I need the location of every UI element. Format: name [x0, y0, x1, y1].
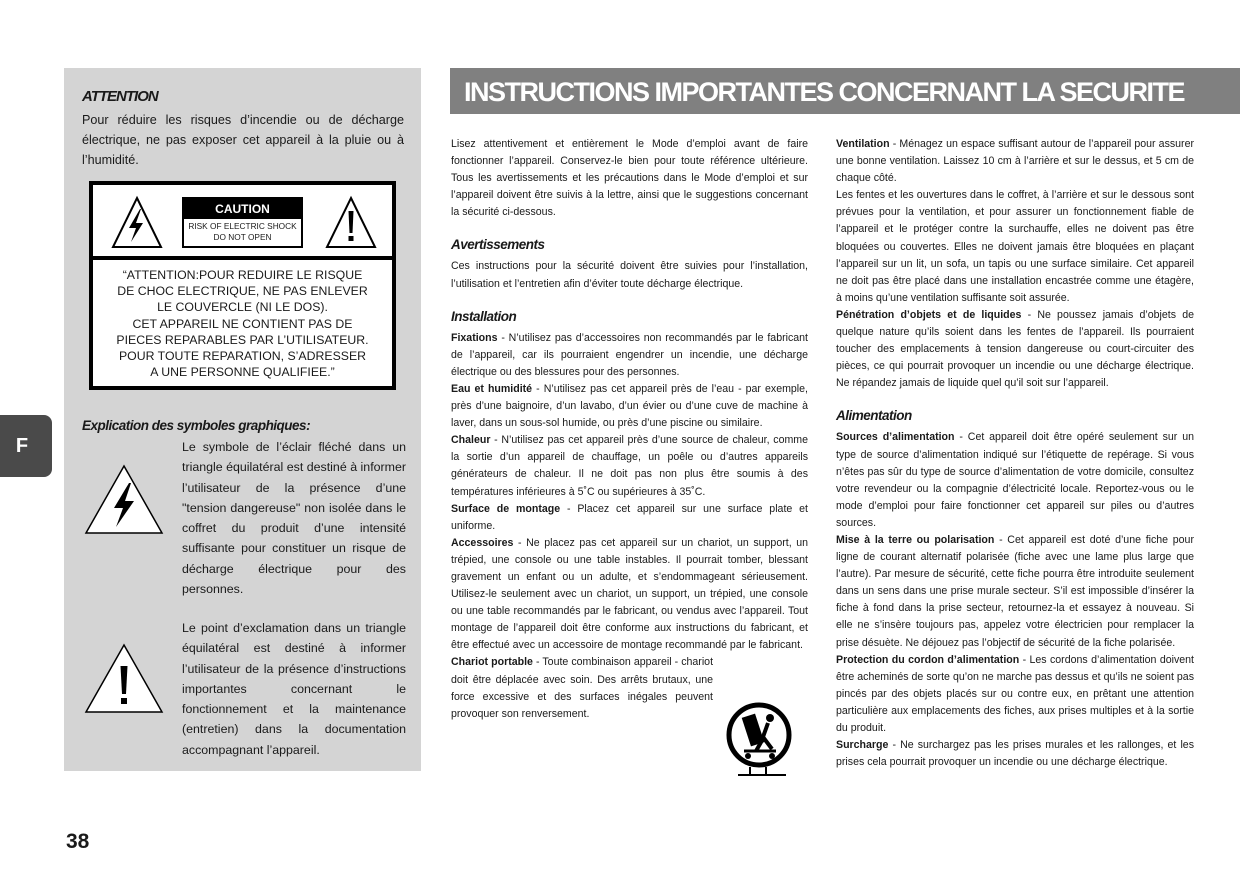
- mounting-title: Surface de montage: [451, 502, 561, 515]
- accessories-text: - Ne placez pas cet appareil sur un chariot, un support, un trépied, une console ou une table instables. Il pourrait tomber, blessant gravement un enfant ou un adulte, et s’endommageant sérieusement. Utilisez-le seulement avec un chariot, un support, un trépied, une console ou une table recommandés par le fabricant, ou vendus avec l’appareil. Tout montage de l’appareil doit être conforme aux instructions du fabricant, et être effectué avec un accessoire de montage recommandé par le fabricant.: [451, 536, 808, 652]
- heat-text: - N’utilisez pas cet appareil près d’une source de chaleur, comme la sortie d’un appareil de chauffage, un poêle ou d’autres appareils générateurs de chaleur. Il ne doit pas non plus être soumis à des températures inférieures à 5˚C ou supérieures à 35˚C.: [451, 434, 808, 498]
- caution-body-line: “ATTENTION:POUR REDUIRE LE RISQUE: [122, 268, 363, 282]
- language-tab: F: [0, 415, 52, 477]
- caution-subtext: [184, 219, 301, 246]
- caution-body-line: A UNE PERSONNE QUALIFIEE.”: [150, 365, 335, 380]
- caution-label: [182, 197, 303, 248]
- power-heading: Alimentation: [836, 408, 912, 424]
- title-bar: [450, 68, 1240, 114]
- caution-body-line: PIECES REPARABLES PAR L’UTILISATEUR.: [116, 332, 369, 347]
- cart-title: Chariot portable: [451, 656, 533, 669]
- column-1: [451, 136, 808, 723]
- attention-heading: ATTENTION: [82, 88, 158, 105]
- power-source-paragraph: [836, 429, 1194, 532]
- overload-title: Surcharge: [836, 739, 889, 752]
- ventilation-paragraph-2: Les fentes et les ouvertures dans le coffret, à l’arrière et sur le dessous sont prévues pour la ventilation, et pour assurer un fonctionnement fiable de l’appareil et le protéger contre la surchauffe, elles ne doivent pas être bloquées ou couvertes. Elles ne doivent jamais être bloquées en plaçant l’appareil sur un lit, un sofa, un tapis ou une surface similaire. Cet appareil ne doit pas être placé dans une installation encastrée comme une étagère, à moins qu’une ventilation suffisante soit assurée.: [836, 189, 1194, 304]
- page-title: INSTRUCTIONS IMPORTANTES CONCERNANT LA SECURITE: [464, 77, 1185, 107]
- heat-paragraph: [451, 432, 808, 500]
- warnings-heading: Avertissements: [451, 237, 545, 253]
- fixations-paragraph: [451, 330, 808, 381]
- attention-panel: [64, 68, 421, 771]
- page-number: 38: [66, 830, 90, 853]
- ventilation-paragraph: [836, 136, 1194, 187]
- cart-text: - Toute combinaison appareil - chariot doit être déplacée avec soin. Des arrêts brutaux, une force excessive et des surfaces inégales peuvent provoquer son renversement.: [451, 656, 714, 720]
- exclamation-warning-icon: [325, 195, 377, 250]
- caution-body-line: LE COUVERCLE (NI LE DOS).: [157, 300, 328, 315]
- caution-title: CAUTION: [184, 199, 301, 219]
- intro-paragraph: Lisez attentivement et entièrement le Mode d’emploi avant de faire fonctionner l’appareil. Conservez-le bien pour toute référence ultérieure. Tous les avertissements et les précautions dans le Mode d’emploi et sur l’appareil doivent être suivis à la lettre, ainsi que le suggestions concernant la sécurité ci-dessous.: [451, 138, 808, 219]
- grounding-text: - Cet appareil est doté d’une fiche pour ligne de courant alternatif polarisée (fiche avec une lame plus large que l’autre). Par mesure de sécurité, cette fiche pourra être introduite seulement dans un sens dans une prise murale secteur. S’il est impossible d’insérer la fiche à fond dans la prise secteur, retournez-la et essayez à nouveau. Si elle ne s’insère toujours pas, appelez votre électricien pour remplacer la prise désuète. Ne déjouez pas l’objectif de sécurité de la fiche polarisée.: [836, 533, 1194, 649]
- installation-heading: Installation: [451, 308, 517, 324]
- fixations-text: - N’utilisez pas d’accessoires non recommandés par le fabricant de l’appareil, car ils pourraient engendrer un incendie, une décharge électrique ou des blessures pour des personnes.: [451, 331, 808, 378]
- lightning-symbol-text: Le symbole de l’éclair fléché dans un triangle équilatéral est destiné à informer l’utilisateur de la présence d’une "tension dangereuse" non isolée dans le coffret du produit d’une intensité suffisante pour constituer un risque de décharge électrique pour des personnes.: [182, 440, 406, 597]
- mounting-text: - Placez cet appareil sur une surface plate et uniforme.: [451, 502, 808, 532]
- penetration-title: Pénétration d’objets et de liquides: [836, 308, 1022, 321]
- power-source-title: Sources d’alimentation: [836, 431, 955, 444]
- penetration-text: - Ne poussez jamais d’objets de quelque nature qu’ils soient dans les fentes de l’appareil. Ils pourraient toucher des emplacements à tension dangereuse ou court-circuiter des pièces, ce qui pourrait provoquer un incendie ou une décharge électrique. Ne répandez jamais de liquide quel qu’il soit sur l’appareil.: [836, 308, 1194, 390]
- accessories-paragraph: [451, 535, 808, 655]
- accessories-title: Accessoires: [451, 536, 514, 549]
- caution-symbols-row: [93, 185, 392, 260]
- cord-title: Protection du cordon d’alimentation: [836, 653, 1020, 666]
- cart-paragraph: [451, 654, 713, 722]
- caution-body-line: CET APPAREIL NE CONTIENT PAS DE: [132, 316, 353, 331]
- caution-body: [93, 267, 392, 380]
- exclamation-triangle-icon: [84, 642, 164, 714]
- cord-text: - Les cordons d’alimentation doivent être acheminés de sorte qu’on ne marche pas dessus et qu’ils ne soient pas pincés par des objets placés sur ou contre eux, en prêtant une attention particulière aux emplacements des fiches, aux prises multiples et à la sortie du produit.: [836, 653, 1194, 734]
- grounding-paragraph: [836, 532, 1194, 652]
- mounting-paragraph: [451, 501, 808, 535]
- power-source-text: - Cet appareil doit être opéré seulement sur un type de source d’alimentation indiqué sur l’étiquette de repérage. Si vous n’êtes pas sûr du type de source d’alimentation de votre domicile, consultez votre revendeur ou la compagnie d’électricité locale. Reportez-vous ou le mode d’emploi pour faire fonctionner cet appareil sur piles ou d’autres sources.: [836, 431, 1194, 529]
- caution-box: [89, 181, 396, 390]
- ventilation-text: - Ménagez un espace suffisant autour de l’appareil pour assurer une bonne ventilation. Laissez 10 cm à l’arrière et sur le dessus, et 5 cm de chaque côté.: [836, 138, 1194, 185]
- attention-text: Pour réduire les risques d’incendie ou de décharge électrique, ne pas exposer cet appareil à la pluie ou à l’humidité.: [82, 113, 404, 167]
- cord-paragraph: [836, 652, 1194, 737]
- overload-text: - Ne surchargez pas les prises murales et les rallonges, et les prises cela pourrait provoquer un incendie ou une décharge électrique.: [836, 739, 1194, 769]
- water-paragraph: [451, 381, 808, 432]
- water-text: - N’utilisez pas cet appareil près de l’eau - par exemple, près d’une baignoire, d’un lavabo, d’un évier ou d’une cuve de machine à laver, dans un sous-sol humide, ou près d’une piscine ou similaire.: [451, 382, 808, 430]
- caution-line-1: RISK OF ELECTRIC SHOCK: [188, 221, 297, 231]
- penetration-paragraph: [836, 307, 1194, 392]
- fixations-title: Fixations: [451, 331, 498, 344]
- caution-body-line: DE CHOC ELECTRIQUE, NE PAS ENLEVER: [117, 284, 368, 299]
- overload-paragraph: [836, 737, 1194, 771]
- caution-body-line: POUR TOUTE REPARATION, S’ADRESSER: [118, 349, 367, 364]
- symbols-heading: Explication des symboles graphiques:: [82, 418, 311, 433]
- lightning-warning-icon: [111, 195, 163, 250]
- column-2: [836, 136, 1194, 771]
- lightning-triangle-icon: [84, 463, 164, 535]
- warnings-paragraph: Ces instructions pour la sécurité doivent être suivies pour l’installation, l’utilisation et l’entretien afin d’éviter toute décharge électrique.: [451, 260, 808, 290]
- ventilation-title: Ventilation: [836, 138, 890, 150]
- water-title: Eau et humidité: [451, 382, 533, 395]
- exclamation-symbol-text: Le point d’exclamation dans un triangle équilatéral est destiné à informer l’utilisateur de la présence d’instructions importantes concernant le fonctionnement et la maintenance (entretien) dans la documentation accompagnant l’appareil.: [182, 621, 406, 757]
- grounding-title: Mise à la terre ou polarisation: [836, 533, 995, 546]
- caution-line-2: DO NOT OPEN: [213, 232, 272, 242]
- cart-tipover-icon: [726, 701, 792, 779]
- heat-title: Chaleur: [451, 434, 491, 447]
